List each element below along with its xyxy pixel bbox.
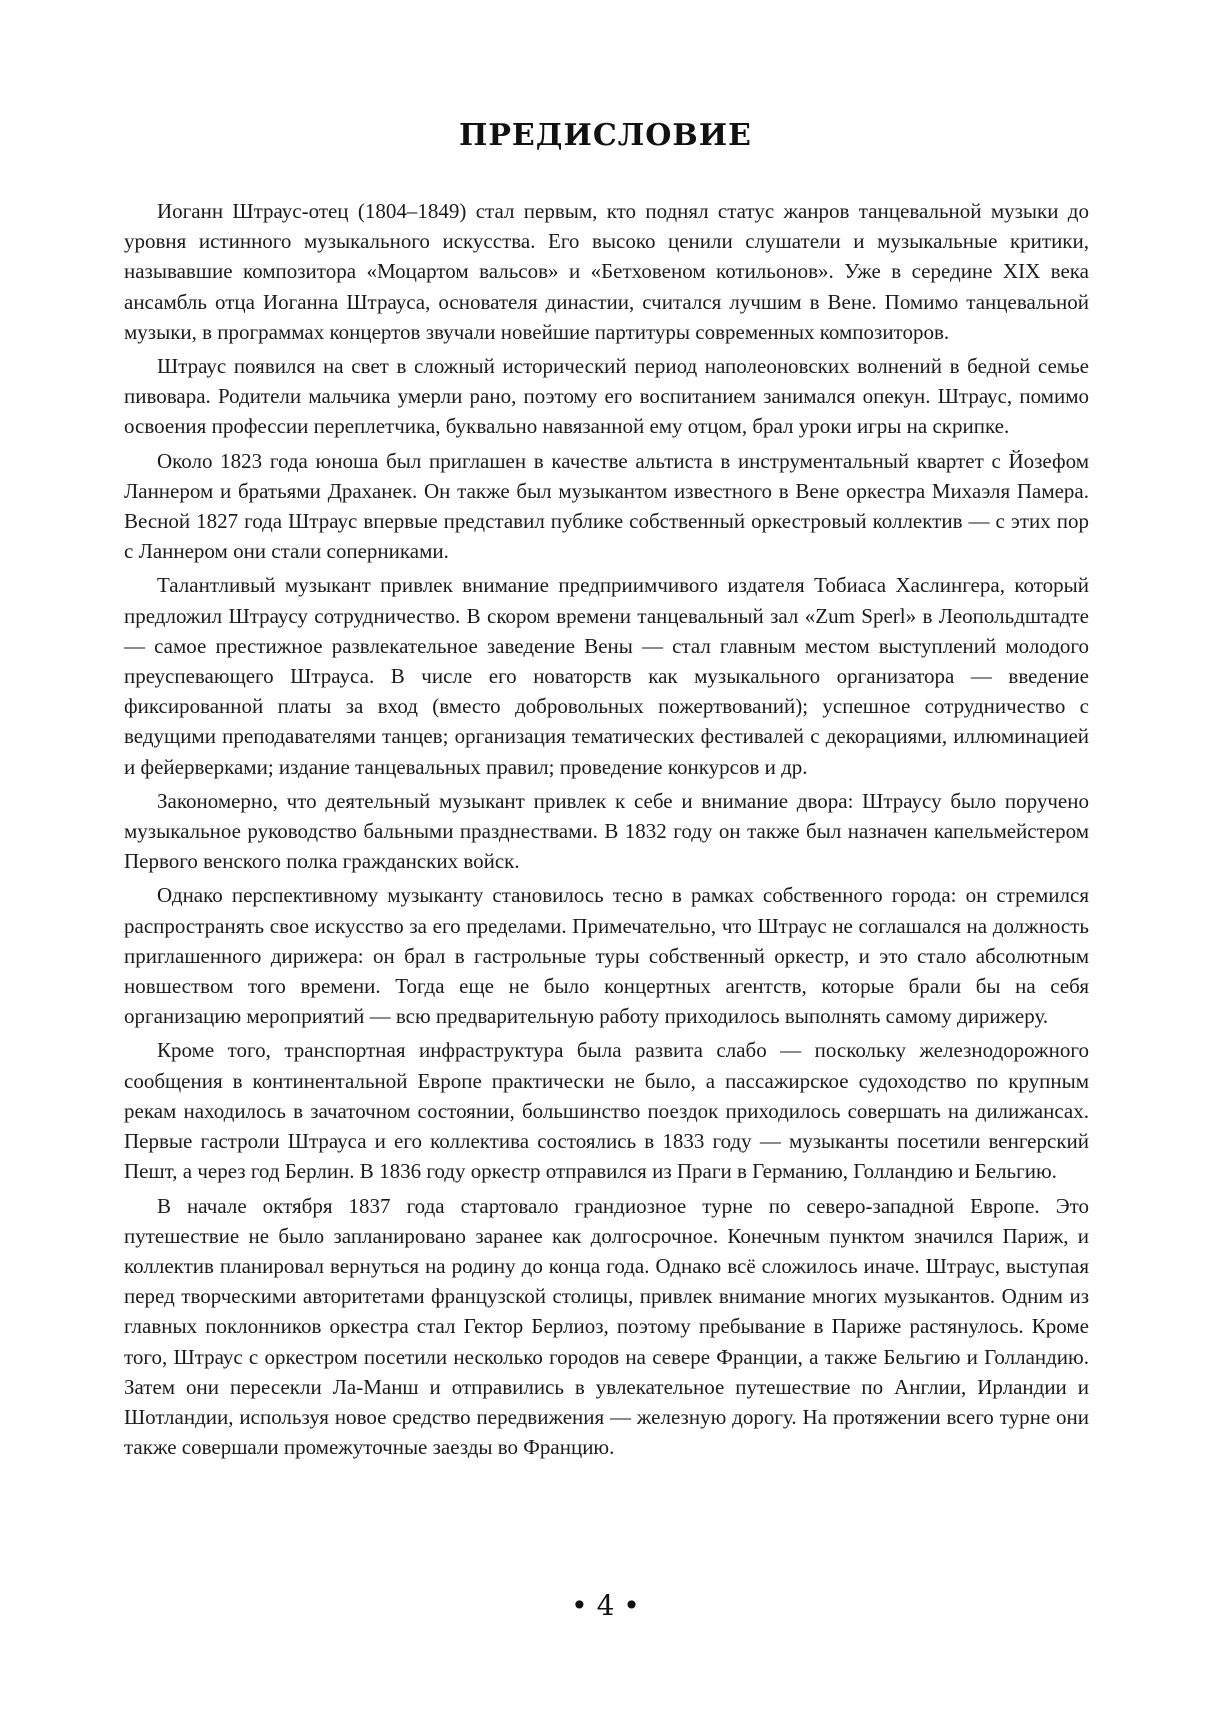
paragraph-5: Закономерно, что деятельный музыкант привлек к себе и внимание двора: Штраусу было поручено музыкальное руководство бальными празднествами. В 1832 году он также был назначен капельмейстером Первого венского полка гражданских войск. — [124, 788, 1089, 874]
paragraph-7: Кроме того, транспортная инфраструктура была развита слабо — поскольку железнодорожного сообщения в континентальной Европе практически не было, а пассажирское судоходство по крупным рекам находилось в зачаточном состоянии, большинство поездок приходилось совершать на дилижансах. Первые гастроли Штрауса и его коллектива состоялись в 1833 году — музыканты посетили венгерский Пешт, а через год Берлин. В 1836 году оркестр отправился из Праги в Германию, Голландию и Бельгию. — [124, 1038, 1089, 1184]
paragraph-6: Однако перспективному музыканту становилось тесно в рамках собственного города: он стремился распространять свое искусство за его пределами. Примечательно, что Штраус не соглашался на должность приглашенного дирижера: он брал в гастрольные туры собственный оркестр, и это стало абсолютным новшеством того времени. Тогда еще не было концертных агентств, которые брали бы на себя организацию мероприятий — всю предварительную работу приходилось выполнять самому дирижеру. — [124, 883, 1089, 1029]
paragraph-4: Талантливый музыкант привлек внимание предприимчивого издателя Тобиаса Хаслингера, который предложил Штраусу сотрудничество. В скором времени танцевальный зал «Zum Sperl» в Леопольдштадте — самое престижное развлекательное заведение Вены — стал главным местом выступлений молодого преуспевающего Штрауса. В числе его новаторств как музыкального организатора — введение фиксированной платы за вход (вместо добровольных пожертвований); успешное сотрудничество с ведущими преподавателями танцев; организация тематических фестивалей с декорациями, иллюминацией и фейерверками; издание танцевальных правил; проведение конкурсов и др. — [124, 573, 1089, 779]
paragraph-3: Около 1823 года юноша был приглашен в качестве альтиста в инструментальный квартет с Йозефом Ланнером и братьями Драханек. Он также был музыкантом известного в Вене оркестра Михаэля Памера. Весной 1827 года Штраус впервые представил публике собственный оркестровый коллектив — с этих пор с Ланнером они стали соперниками. — [124, 448, 1089, 564]
paragraph-1: Иоганн Штраус-отец (1804–1849) стал первым, кто поднял статус жанров танцевальной музыки до уровня истинного музыкального искусства. Его высоко ценили слушатели и музыкальные критики, называвшие композитора «Моцартом вальсов» и «Бетховеном котильонов». Уже в середине XIX века ансамбль отца Иоганна Штрауса, основателя династии, считался лучшим в Вене. Помимо танцевальной музыки, в программах концертов звучали новейшие партитуры современных композиторов. — [124, 199, 1089, 344]
paragraph-8: В начале октября 1837 года стартовало грандиозное турне по северо-западной Европе. Это путешествие не было запланировано заранее как долгосрочное. Конечным пунктом значился Париж, и коллектив планировал вернуться на родину до конца года. Однако всё сложилось иначе. Штраус, выступая перед творческими авторитетами французской столицы, привлек внимание многих музыкантов. Одним из главных поклонников оркестра стал Гектор Берлиоз, поэтому пребывание в Париже растянулось. Кроме того, Штраус с оркестром посетили несколько городов на севере Франции, а также Бельгию и Голландию. Затем они пересекли Ла-Манш и отправились в увлекательное путешествие по Англии, Ирландии и Шотландии, используя новое средство передвижения — железную дорогу. На протяжении всего турне они также совершали промежуточные заезды во Францию. — [124, 1193, 1089, 1460]
body-text — [124, 196, 1089, 1466]
page-number: • 4 • — [571, 1589, 640, 1622]
page-title: ПРЕДИСЛОВИЕ — [459, 118, 752, 153]
paragraph-2: Штраус появился на свет в сложный исторический период наполеоновских волнений в бедной семье пивовара. Родители мальчика умерли рано, поэтому его воспитанием занимался опекун. Штраус, помимо освоения профессии переплетчика, буквально навязанной ему отцом, брал уроки игры на скрипке. — [124, 354, 1089, 439]
